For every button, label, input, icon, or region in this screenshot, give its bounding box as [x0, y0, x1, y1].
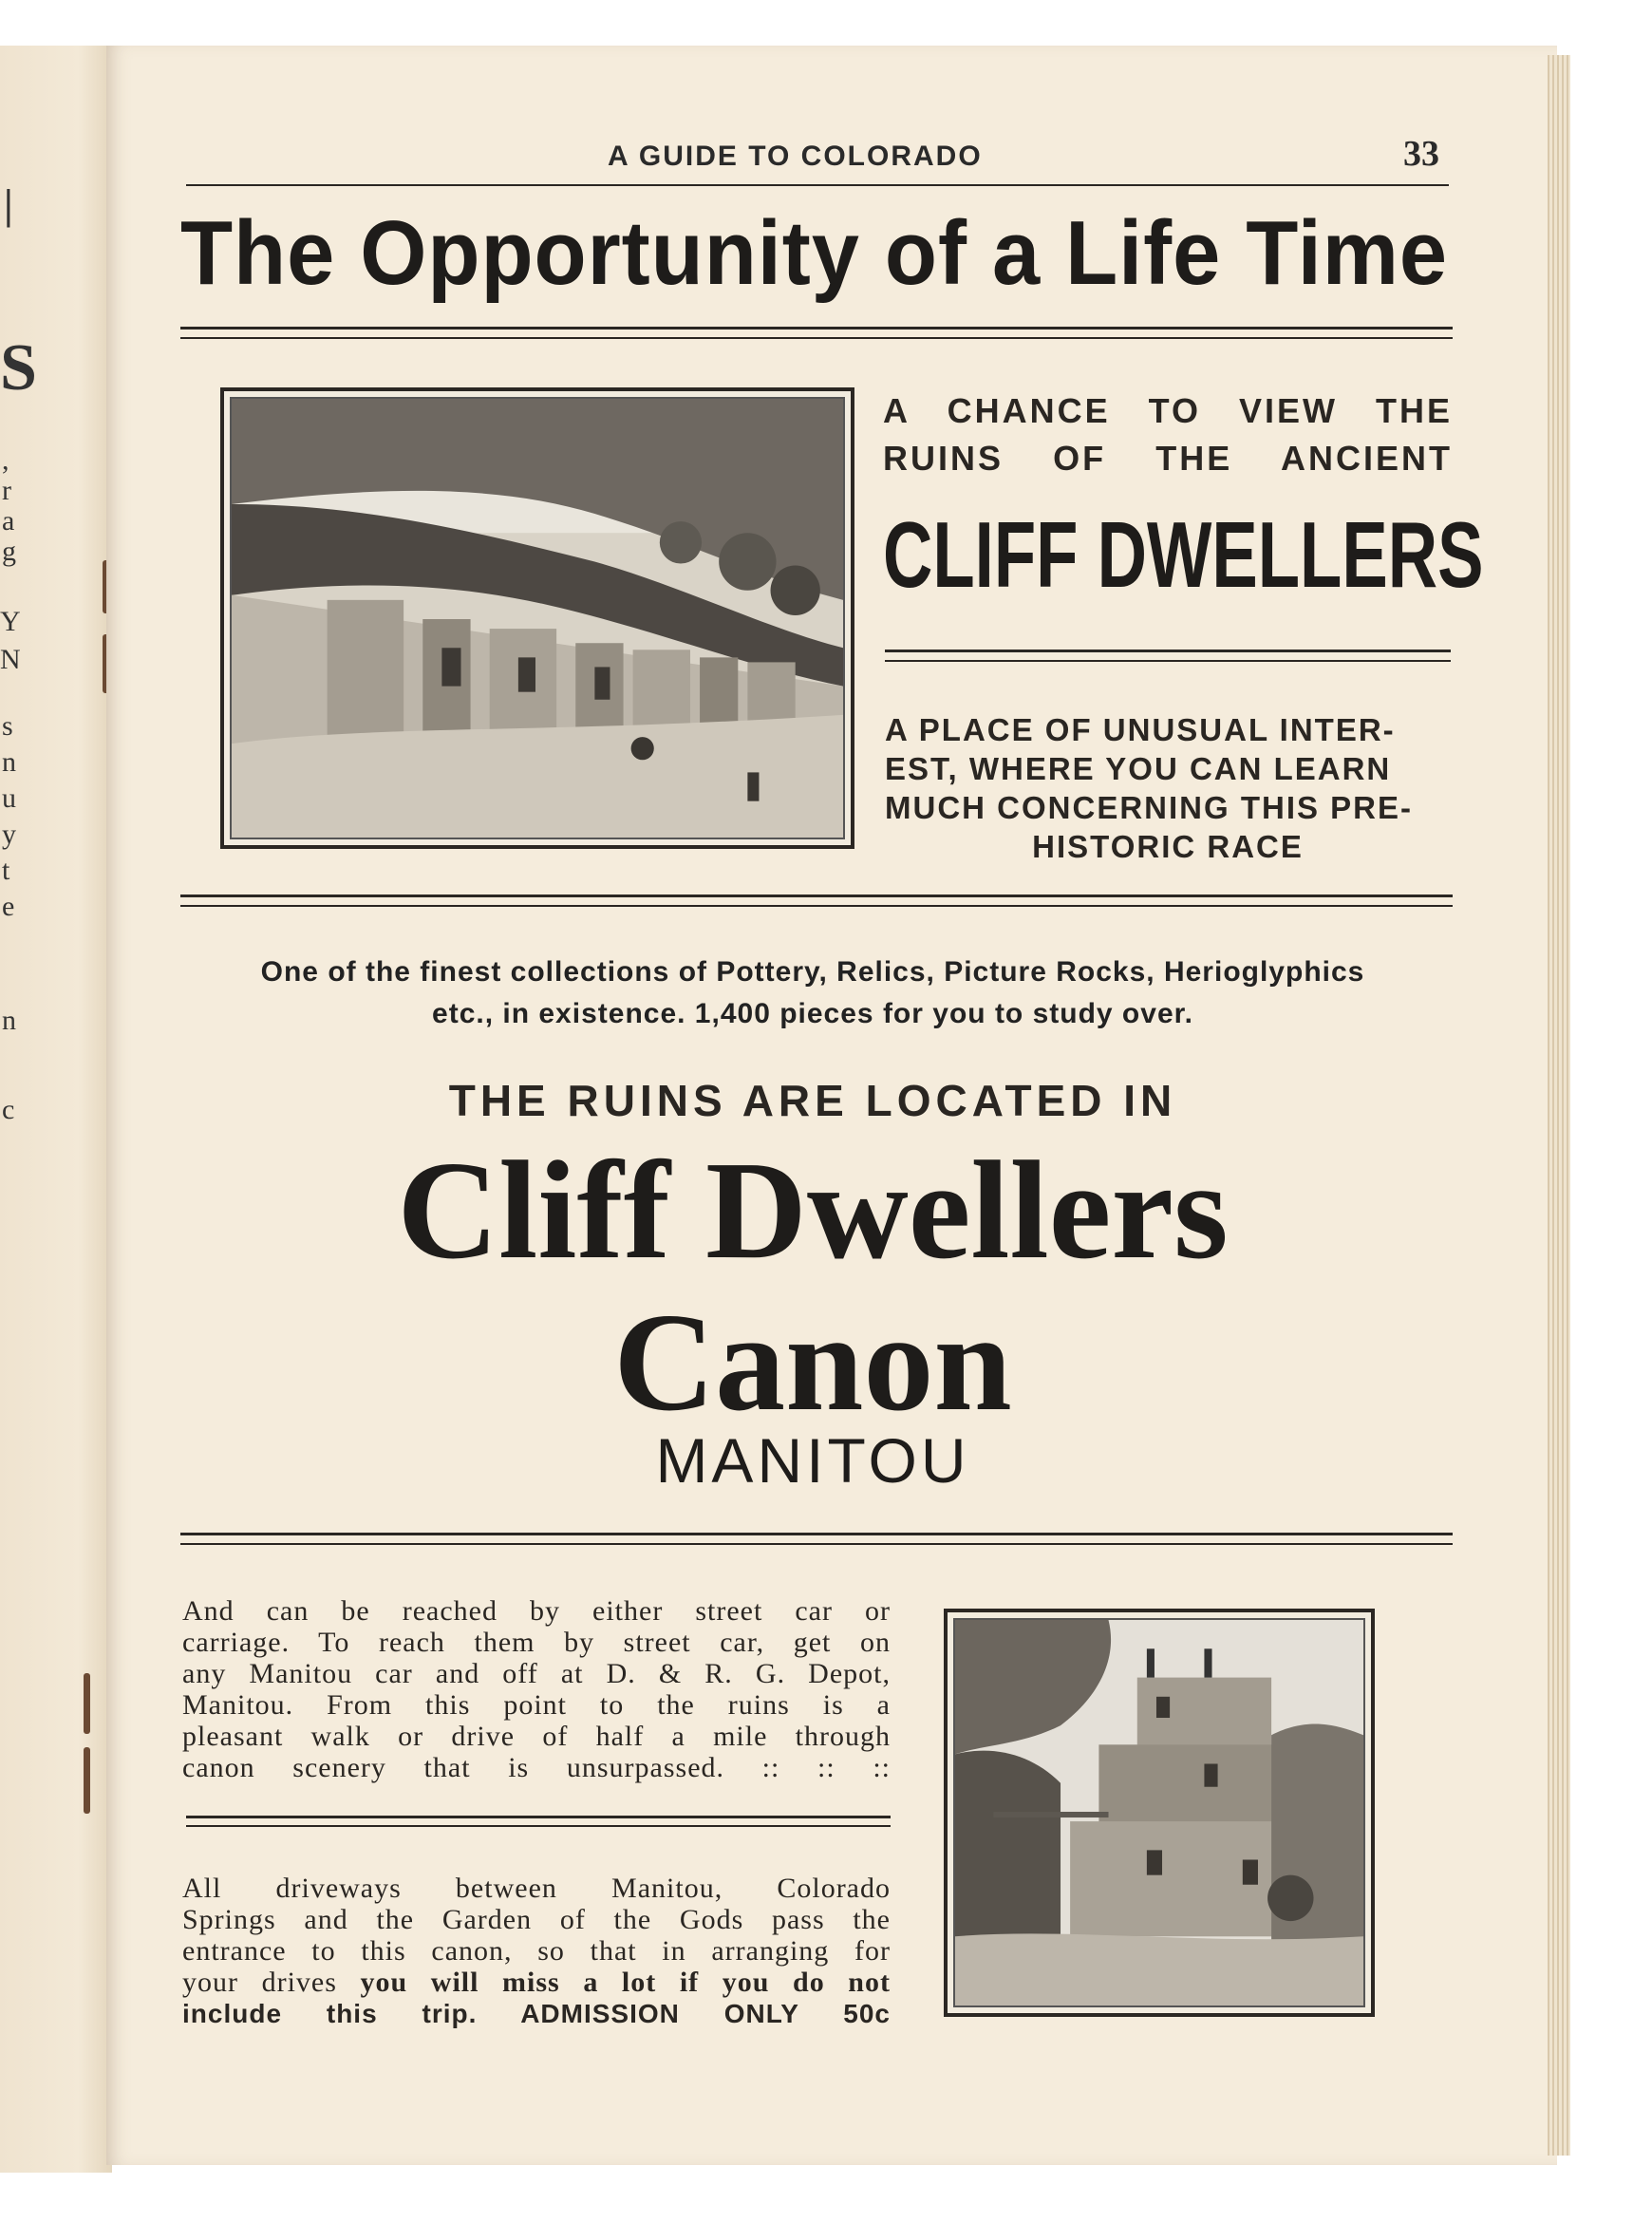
section-double-rule-bottom — [180, 905, 1453, 907]
left-page-fragment: s — [2, 710, 13, 742]
left-page-fragment: u — [2, 782, 16, 814]
place-line-4: HISTORIC RACE — [1032, 829, 1304, 864]
left-page-fragment: t — [2, 855, 10, 886]
page-title: The Opportunity of a Life Time — [180, 202, 1449, 304]
running-head: A GUIDE TO COLORADO — [608, 141, 983, 172]
place-text-block — [885, 710, 1451, 866]
left-page-edge: | S , r a g Y N s n u y t e n c — [0, 46, 112, 2173]
directions-line: carriage. To reach them by street car, get on — [182, 1627, 891, 1658]
chance-line-1: A CHANCE TO VIEW THE — [883, 391, 1453, 430]
left-page-fragment: n — [2, 1005, 16, 1036]
chance-line-2: RUINS OF THE ANCIENT — [883, 439, 1453, 478]
cliff-dwellings-photo-icon — [230, 397, 845, 839]
directions-line: any Manitou car and off at D. & R. G. Depot, — [182, 1658, 891, 1689]
pueblo-ruin-photo-icon — [953, 1618, 1365, 2007]
location-name-line-1: Cliff Dwellers — [397, 1133, 1229, 1289]
left-page-fragment: a — [2, 505, 15, 537]
driveways-line: All driveways between Manitou, Colorado — [182, 1873, 891, 1904]
driveways-line: Springs and the Garden of the Gods pass the — [182, 1904, 891, 1935]
directions-line: pleasant walk or drive of half a mile through — [182, 1721, 891, 1752]
side-double-rule-top — [885, 650, 1451, 652]
left-page-fragment: e — [2, 891, 15, 922]
paragraph-double-rule-bottom — [186, 1825, 891, 1827]
cliff-dwellings-photo — [220, 387, 854, 849]
admission-price: ADMISSION ONLY 50c — [520, 1999, 892, 2028]
directions-line: And can be reached by either street car or — [182, 1595, 891, 1627]
place-line-2: EST, WHERE YOU CAN LEARN — [885, 751, 1392, 786]
side-double-rule-bottom — [885, 660, 1451, 662]
binding-stitch — [84, 1673, 90, 1734]
location-town: MANITOU — [655, 1425, 970, 1496]
left-page-fragment: N — [0, 644, 21, 675]
place-line-3: MUCH CONCERNING THIS PRE- — [885, 790, 1414, 825]
collections-line-2: etc., in existence. 1,400 pieces for you to study over. — [432, 998, 1193, 1029]
driveways-text: your drives — [182, 1967, 361, 1998]
location-intro: THE RUINS ARE LOCATED IN — [448, 1076, 1177, 1125]
left-page-fragment: g — [2, 536, 16, 567]
driveways-line — [182, 1998, 891, 2029]
driveways-emphasis: include this trip. — [182, 1999, 478, 2028]
pueblo-ruin-photo — [944, 1609, 1375, 2017]
collections-text — [171, 951, 1455, 1035]
directions-line: Manitou. From this point to the ruins is a — [182, 1689, 891, 1721]
left-page-fragment: y — [2, 819, 16, 850]
left-page-fragment: , — [2, 444, 9, 476]
collections-line-1: One of the finest collections of Pottery, Relics, Picture Rocks, Herioglyphics — [260, 956, 1365, 988]
title-double-rule-bottom — [180, 337, 1453, 339]
directions-line: canon scenery that is unsurpassed. :: :: :: — [182, 1752, 891, 1783]
header-rule — [186, 184, 1449, 186]
page-number: 33 — [1403, 134, 1439, 174]
title-double-rule-top — [180, 327, 1453, 330]
left-page-fragment: r — [2, 475, 11, 506]
chance-text-block — [883, 387, 1453, 482]
driveways-paragraph — [182, 1873, 891, 2029]
location-name-line-2: Canon — [613, 1285, 1012, 1441]
place-line-1: A PLACE OF UNUSUAL INTER- — [885, 712, 1396, 747]
page-edge-stack — [1548, 55, 1570, 2156]
paragraph-double-rule-top — [186, 1816, 891, 1818]
driveways-line — [182, 1967, 891, 1998]
left-page-fragment: Y — [0, 606, 21, 637]
section-double-rule-top — [180, 894, 1453, 897]
driveways-emphasis: you will miss a lot if you do not — [360, 1967, 891, 1998]
left-page-fragment: n — [2, 746, 16, 778]
bottom-double-rule-top — [180, 1533, 1453, 1535]
cliff-dwellers-headline: CLIFF DWELLERS — [883, 502, 1484, 607]
driveways-line: entrance to this canon, so that in arranging for — [182, 1935, 891, 1967]
binding-stitch — [84, 1747, 90, 1814]
left-page-fragment: c — [2, 1094, 15, 1125]
bottom-double-rule-bottom — [180, 1543, 1453, 1545]
directions-paragraph — [182, 1595, 891, 1783]
